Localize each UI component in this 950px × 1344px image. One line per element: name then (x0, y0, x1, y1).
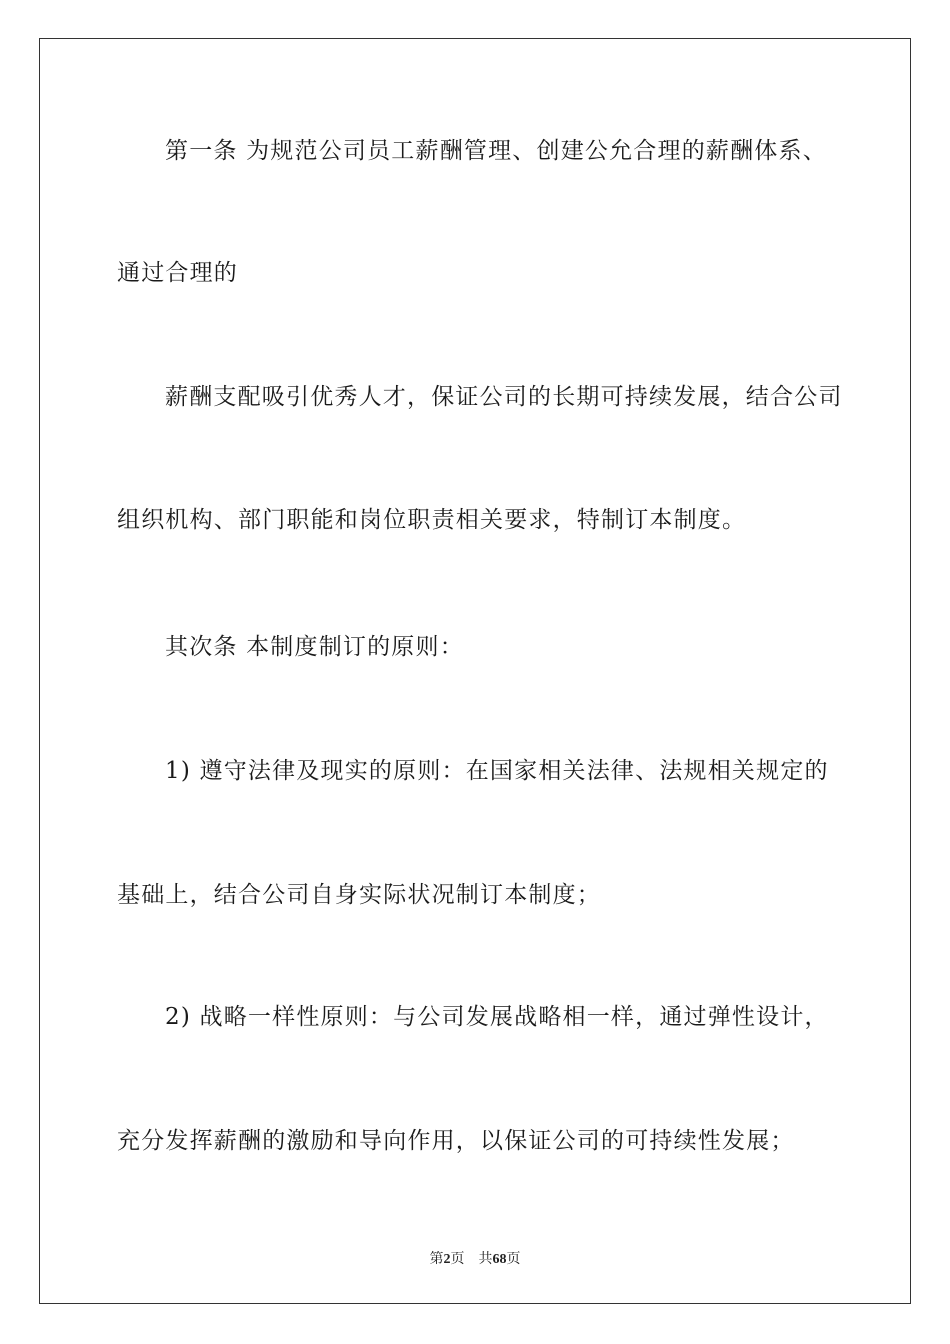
paragraph-article-1-line-3: 薪酬支配吸引优秀人才，保证公司的长期可持续发展，结合公司 (165, 384, 843, 410)
paragraph-article-1-line-1: 第一条 为规范公司员工薪酬管理、创建公允合理的薪酬体系、 (165, 138, 827, 164)
total-prefix: 共 (478, 1252, 493, 1267)
paragraph-article-1-line-4: 组织机构、部门职能和岗位职责相关要求，特制订本制度。 (117, 507, 747, 533)
paragraph-article-2-heading: 其次条 本制度制订的原则： (165, 634, 464, 660)
total-suffix: 页 (506, 1252, 521, 1267)
principle-1-line-2: 基础上，结合公司自身实际状况制订本制度； (117, 882, 601, 908)
page-footer (0, 1248, 950, 1268)
page-border (39, 38, 911, 1304)
principle-2-line-1: 2) 战略一样性原则：与公司发展战略相一样，通过弹性设计， (165, 1004, 829, 1030)
page-number: 2 (443, 1252, 451, 1267)
page-prefix: 第 (429, 1252, 444, 1267)
page-suffix: 页 (450, 1252, 465, 1267)
principle-2-line-2: 充分发挥薪酬的激励和导向作用，以保证公司的可持续性发展； (117, 1128, 795, 1154)
total-pages: 68 (492, 1252, 507, 1267)
principle-1-line-1: 1) 遵守法律及现实的原则：在国家相关法律、法规相关规定的 (165, 758, 829, 784)
paragraph-article-1-line-2: 通过合理的 (117, 260, 238, 286)
